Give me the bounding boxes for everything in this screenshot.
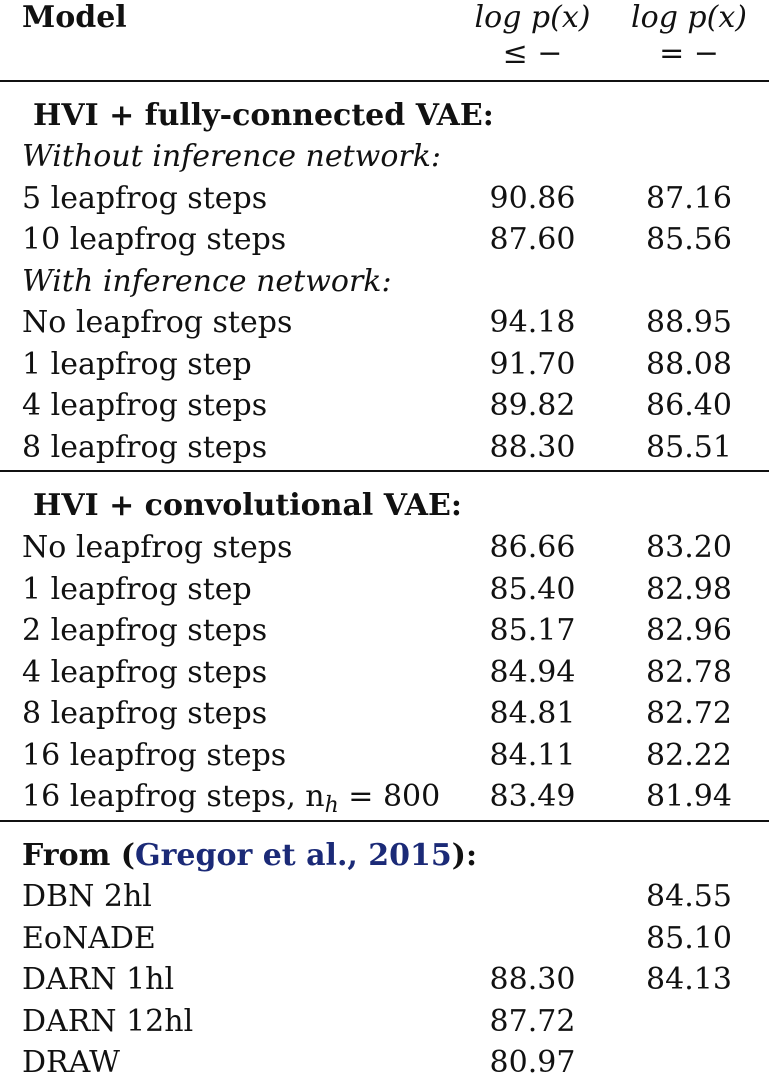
table-row: DBN 2hl 84.55 — [22, 879, 732, 914]
table-row: 16 leapfrog steps, $n_h = 800$ 83.49 81.94 — [0, 776, 769, 817]
header-col-bound-line1: log p(x) — [474, 0, 591, 35]
citation-link[interactable]: Gregor et al., 2015 — [134, 838, 452, 873]
table-row: DARN 12hl 87.72 — [22, 1004, 576, 1039]
section-title-gregor: From (Gregor et al., 2015): — [22, 838, 478, 873]
table-row: 8 leapfrog steps 88.30 85.51 — [22, 430, 732, 465]
section-rule — [0, 470, 769, 472]
table-row: 2 leapfrog steps 85.17 82.96 — [22, 613, 732, 648]
table-row: 8 leapfrog steps 84.81 82.72 — [22, 696, 732, 731]
section-title-conv-vae: HVI + convolutional VAE: — [33, 488, 462, 523]
header-model: Model — [22, 0, 127, 35]
subheading-with-inference: With inference network: — [22, 264, 392, 299]
table-row: EoNADE 85.10 — [22, 921, 732, 956]
table-row: No leapfrog steps 94.18 88.95 — [22, 305, 732, 340]
subheading-without-inference: Without inference network: — [22, 139, 442, 174]
table-row: 4 leapfrog steps 89.82 86.40 — [22, 388, 732, 423]
table-row: 1 leapfrog step 85.40 82.98 — [22, 572, 732, 607]
table-row: 4 leapfrog steps 84.94 82.78 — [22, 655, 732, 690]
header-rule — [0, 80, 769, 82]
table-row: 5 leapfrog steps 90.86 87.16 — [22, 181, 732, 216]
header-col-bound-line2: ≤ − — [502, 36, 563, 71]
header-col-bound — [460, 0, 605, 72]
table-row: DRAW 80.97 — [22, 1045, 576, 1080]
table-row: 10 leapfrog steps 87.60 85.56 — [22, 222, 732, 257]
section-rule — [0, 820, 769, 822]
section-title-fc-vae: HVI + fully-connected VAE: — [33, 98, 494, 133]
header-col-estimate-line2: = − — [659, 36, 719, 71]
row-label-nh: 16 leapfrog steps, $n_h = 800$ — [22, 779, 441, 818]
header-col-estimate-line1: log p(x) — [631, 0, 747, 35]
table-row: 1 leapfrog step 91.70 88.08 — [22, 347, 732, 382]
table-row: 16 leapfrog steps 84.11 82.22 — [22, 738, 732, 773]
header-col-estimate — [615, 0, 763, 72]
table-row: No leapfrog steps 86.66 83.20 — [22, 530, 732, 565]
table-row: DARN 1hl 88.30 84.13 — [22, 962, 732, 997]
